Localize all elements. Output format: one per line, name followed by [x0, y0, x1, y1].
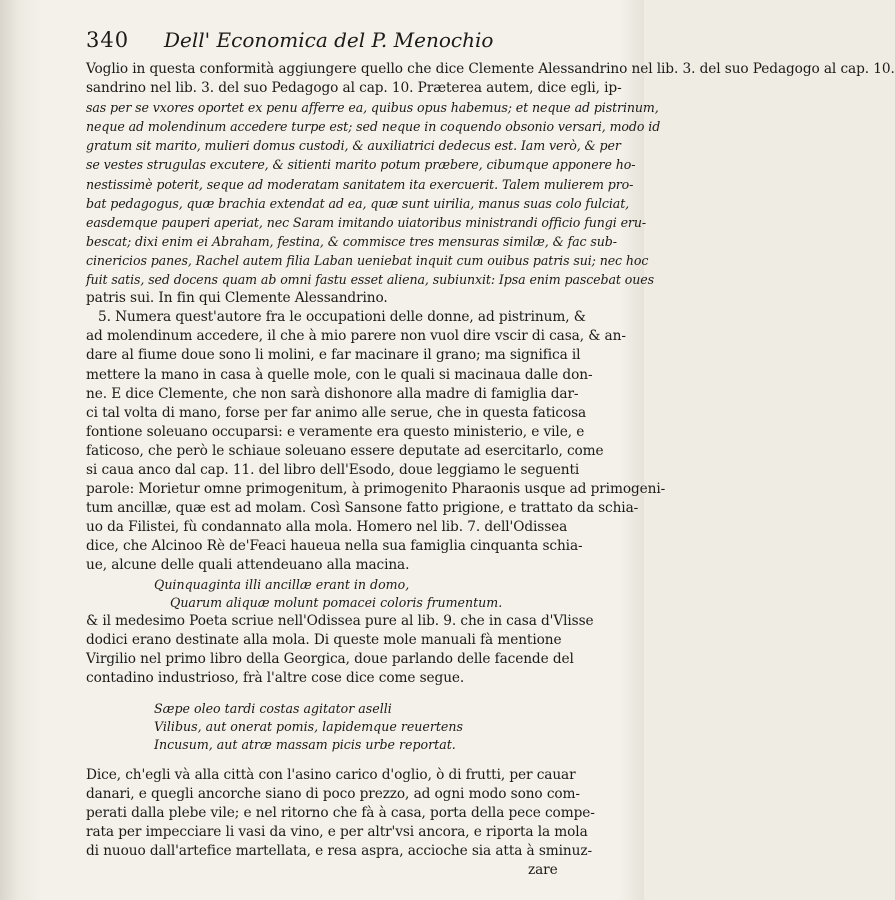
text-line-content: faticoso, che però le schiaue soleuano essere deputate ad esercitarlo, come — [86, 442, 604, 459]
text-line-content: ci tal volta di mano, forse per far animo alle serue, che in questa faticosa — [86, 404, 587, 421]
catchword-text: zare — [528, 862, 558, 879]
text-line — [86, 289, 594, 308]
text-line-content: bat pedagogus, quæ brachia extendat ad ea, quæ sunt uirilia, manus suas colo fulciat, — [86, 195, 630, 211]
text-line-content: dare al fiume doue sono li molini, e far macinare il grano; ma significa il — [86, 347, 581, 364]
text-line — [86, 404, 594, 423]
latin-quote-line — [86, 232, 617, 251]
text-line-content: & il medesimo Poeta scriue nell'Odissea pure al lib. 9. che in casa d'Vlisse — [86, 612, 594, 629]
verse-line — [86, 718, 594, 736]
text-line — [86, 499, 639, 518]
latin-quote-line — [86, 175, 634, 194]
running-title: Dell' Economica del P. Menochio — [164, 28, 494, 52]
text-line-content: si caua anco dal cap. 11. del libro dell'Esodo, doue leggiamo le seguenti — [86, 461, 580, 478]
text-line — [86, 842, 594, 861]
text-line-content: Dice, ch'egli và alla città con l'asino carico d'oglio, ò di frutti, per cauar — [86, 766, 576, 783]
text-line — [86, 556, 594, 575]
latin-quote-line — [86, 155, 636, 174]
text-line-content: rata per impecciare li vasi da vino, e per altr'vsi ancora, e riporta la mola — [86, 824, 588, 841]
latin-quote-line — [86, 117, 661, 136]
text-line — [86, 537, 594, 556]
text-line — [86, 612, 594, 631]
spacer — [86, 688, 594, 700]
text-line-content: uo da Filistei, fù condannato alla mola. Homero nel lib. 7. dell'Odissea — [86, 519, 568, 536]
text-line — [86, 823, 594, 842]
text-line-content: parole: Morietur omne primogenitum, à primogenito Pharaonis usque ad primogeni- — [86, 481, 666, 498]
text-line — [86, 385, 594, 404]
text-line-content: gratum sit marito, mulieri domus custodi, & auxiliatrici dedecus est. Iam verò, & per — [86, 138, 621, 154]
text-line-content: sandrino nel lib. 3. del suo Pedagogo al cap. 10. Præterea autem, dice egli, ip- — [86, 80, 622, 97]
text-line-content: bescat; dixi enim ei Abraham, festina, & commisce tres mensuras similæ, & fac sub- — [86, 233, 617, 249]
text-line-content: se vestes strugulas excutere, & sitienti marito potum præbere, cibumque apponere ho- — [86, 157, 636, 173]
page-number: 340 — [86, 28, 130, 52]
text-line-content: contadino industrioso, frà l'altre cose dice come segue. — [86, 669, 465, 686]
text-line-content: di nuouo dall'artefice martellata, e resa aspra, accioche sia atta à sminuz- — [86, 843, 593, 860]
verse-line — [86, 576, 594, 594]
text-line-content: 5. Numera quest'autore fra le occupationi delle donne, ad pistrinum, & — [98, 309, 586, 326]
text-line — [86, 518, 594, 537]
latin-quote-line — [86, 98, 659, 117]
text-line-content: danari, e quegli ancorche siano di poco prezzo, ad ogni modo sono com- — [86, 786, 580, 802]
text-line-content: fuit satis, sed docens quam ab omni fastu esset aliena, subiunxit: Ipsa enim pascebat oues — [86, 272, 654, 288]
verse-text: Vilibus, aut onerat pomis, lapidemque reuertens — [154, 718, 463, 734]
text-line-content: dodici erano destinate alla mola. Di queste mole manuali fà mentione — [86, 631, 562, 648]
verse-text: Sæpe oleo tardi costas agitator aselli — [154, 700, 392, 716]
text-line-content: ad molendinum accedere, il che à mio parere non vuol dire vscir di casa, & an- — [86, 328, 626, 345]
latin-quote-line — [86, 136, 621, 155]
text-line — [86, 423, 594, 442]
text-line — [86, 804, 594, 823]
verse-line — [86, 594, 594, 612]
text-line-content: ne. E dice Clemente, che non sarà dishonore alla madre di famiglia dar- — [86, 385, 579, 402]
verse-text: Quarum aliquæ molunt pomacei coloris frumentum. — [170, 594, 503, 610]
text-line-content: dice, che Alcinoo Rè de'Feaci haueua nella sua famiglia cinquanta schia- — [86, 538, 583, 555]
text-line — [86, 669, 594, 688]
body-text — [86, 60, 895, 880]
page-header — [86, 28, 606, 58]
text-line — [86, 461, 594, 480]
verse-line — [86, 700, 594, 718]
text-line-content: Virgilio nel primo libro della Georgica, doue parlando delle facende del — [86, 650, 574, 667]
text-line — [86, 346, 594, 365]
catchword — [86, 861, 594, 880]
text-line — [86, 480, 666, 499]
text-line — [86, 60, 895, 79]
spacer — [86, 754, 594, 766]
text-line-content: Voglio in questa conformità aggiungere quello che dice Clemente Alessandrino nel lib. 3. del suo Pedagogo al cap. 10. — [86, 61, 895, 77]
latin-quote-line — [86, 270, 654, 289]
text-line-content: fontione soleuano occuparsi: e veramente era questo ministerio, e vile, e — [86, 423, 585, 440]
text-line — [86, 631, 594, 650]
text-line-content: easdemque pauperi aperiat, nec Saram imitando uiatoribus ministrandi officio fungi eru- — [86, 214, 647, 230]
verse-text: Incusum, aut atræ massam picis urbe reportat. — [154, 736, 456, 752]
text-line — [86, 785, 594, 804]
latin-quote-line — [86, 194, 630, 213]
text-line — [86, 327, 626, 346]
text-line — [86, 766, 594, 785]
text-line-content: sas per se vxores oportet ex penu afferre ea, quibus opus habemus; et neque ad pistrinum, — [86, 100, 659, 116]
verse-line — [86, 736, 594, 754]
text-line — [86, 442, 604, 461]
text-line-content: ue, alcune delle quali attendeuano alla macina. — [86, 557, 410, 574]
latin-quote-line — [86, 251, 649, 270]
latin-quote-line — [86, 213, 647, 232]
text-line-content: neque ad molendinum accedere turpe est; sed neque in coquendo obsonio versari, modo id — [86, 119, 661, 135]
text-line-content: mettere la mano in casa à quelle mole, con le quali si macinaua dalle don- — [86, 366, 593, 383]
text-line-content: perati dalla plebe vile; e nel ritorno che fà à casa, porta della pece compe- — [86, 805, 595, 822]
text-line — [86, 366, 594, 385]
text-line-content: cinericios panes, Rachel autem filia Laban ueniebat inquit cum ouibus patris sui; nec hoc — [86, 252, 649, 268]
text-line — [86, 79, 622, 98]
text-line-content: tum ancillæ, quæ est ad molam. Così Sansone fatto prigione, e trattato da schia- — [86, 500, 639, 517]
text-line-content: patris sui. In fin qui Clemente Alessandrino. — [86, 290, 388, 307]
text-line-content: nestissimè poterit, seque ad moderatam sanitatem ita exercuerit. Talem mulierem pro- — [86, 176, 634, 192]
paragraph-5-start — [86, 308, 594, 327]
text-line — [86, 650, 594, 669]
verse-text: Quinquaginta illi ancillæ erant in domo, — [154, 576, 410, 592]
